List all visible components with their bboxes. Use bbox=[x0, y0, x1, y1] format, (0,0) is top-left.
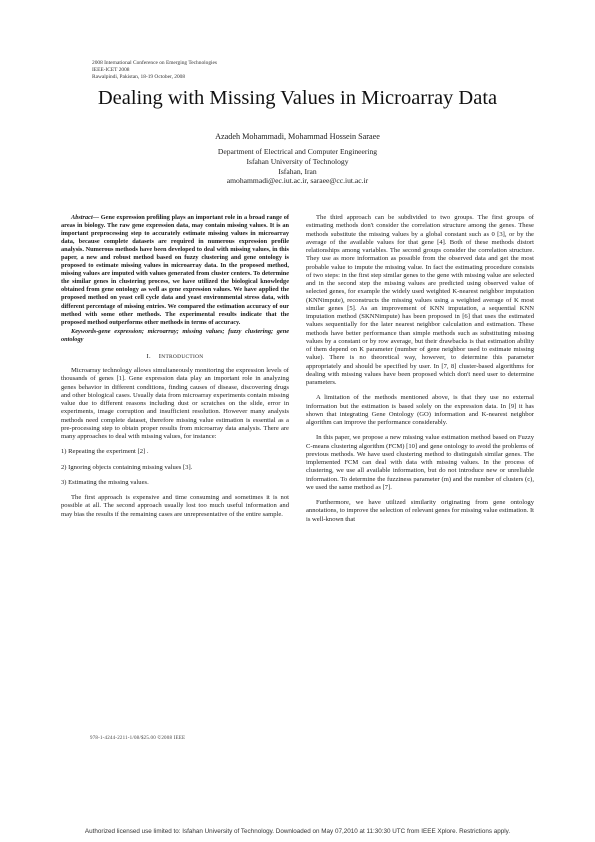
paper-authors: Azadeh Mohammadi, Mohammad Hossein Saraee bbox=[215, 132, 380, 141]
conference-header bbox=[92, 60, 352, 81]
affiliation-university: Isfahan University of Technology bbox=[246, 156, 349, 166]
author-affiliation bbox=[0, 147, 595, 186]
intro-paragraph-after-list: The first approach is expensive and time consuming and sometimes it is not possible at all. The second approach usually lost too much useful information and may bias the results if the remaining cases are unrepresentative of the entire sample. bbox=[61, 494, 289, 518]
keywords-label: Keywords- bbox=[71, 327, 99, 335]
affiliation-emails: amohammadi@ec.iut.ac.ir, saraee@cc.iut.ac.ir bbox=[226, 176, 369, 186]
left-column bbox=[61, 214, 289, 519]
body-paragraph: The third approach can be subdivided to two groups. The first groups of estimating methods don't consider the correlation structure among the genes. These methods substitute the missing values by a global constant such as 0 [3], or by the average of the available values for that gene [4]. Both of these methods distort relationships among variables. The second groups consider the correlation structure. They use as more information as possible from the observed data and get the most probable value to impute the missing value. In fact the estimating procedure consists of two steps: in the first step similar genes to the gene with missing value are selected and in the second step the missing values are predicted using observed value of selected genes, for example the widely used weighted K-nearest neighbor imputation (KNNimpute), reconstructs the missing values using a weighted average of K most similar genes [5]. As an improvement of KNN imputation, a sequential KNN imputation method (SKNNimpute) has been proposed in [6] that uses the estimated values sequentially for the later nearest neighbor calculation and estimation. These methods have better performance than simple methods such as substituting missing values by a constant or by row average, but their drawbacks is that estimation ability of them depend on K parameter (number of gene neighbor used to estimate missing value). There is no theoretical way, however, to determine this parameter appropriately and should be specified by user. In [7, 8] cluster-based algorithms for dealing with missing values have been proposed which don't need user to determine parameters. bbox=[306, 214, 534, 386]
abstract-text: Gene expression profiling plays an important role in a broad range of areas in biology. The raw gene expression data, may contain missing values. It is an important preprocessing step to accurately estimate missing values in microarray data, because complete datasets are required in numerous expression profile analysis. Numerous methods have been developed to deal with missing values, in this paper, a new and robust method based on fuzzy clustering and gene ontology is proposed to estimate missing values in microarray data. In the proposed method, missing values are imputed with values generated from cluster centers. To determine the similar genes in clustering process, we have utilized the biological knowledge obtained from gene ontology as well as gene expression values. We have applied the proposed method on yeast cell cycle data and yeast environmental stress data, with different percentage of missing entries. We compared the estimation accuracy of our method with some other methods. The experimental results indicate that the proposed method outperforms other methods in terms of accuracy. bbox=[61, 214, 289, 326]
list-item: 1) Repeating the experiment [2] . bbox=[61, 448, 149, 456]
right-column bbox=[306, 214, 534, 524]
paper-title: Dealing with Missing Values in Microarray Data bbox=[97, 87, 498, 109]
conference-location-date: Rawalpindi, Pakistan, 18-19 October, 2008 bbox=[92, 74, 186, 80]
affiliation-city: Isfahan, Iran bbox=[278, 166, 317, 176]
body-paragraph: A limitation of the methods mentioned above, is that they use no external information but the estimation is based solely on the expression data. In [9] it has shown that integrating Gene Ontology (GO) information and K-nearest neighbor algorithm can improve the performance considerably. bbox=[306, 394, 534, 426]
abstract-label: Abstract— bbox=[71, 214, 99, 221]
list-item: 2) Ignoring objects containing missing values [3]. bbox=[61, 463, 193, 471]
keywords-text: gene expression; microarray; missing values; fuzzy clustering; gene ontology bbox=[61, 327, 289, 343]
keywords bbox=[61, 328, 289, 344]
list-item: 3) Estimating the missing values. bbox=[61, 478, 149, 486]
abstract bbox=[61, 214, 289, 327]
body-paragraph: In this paper, we propose a new missing value estimation method based on Fuzzy C-means clustering algorithm (FCM) [10] and gene ontology to avoid the problems of previous methods. We have used clustering method to distinguish similar genes. The implemented FCM can deal with data with missing values. In the process of clustering, we use all available information, but do not introduce new or unreliable information. To determine the fuzziness parameter (m) and the number of clusters (c), we used the same method as [7]. bbox=[306, 434, 534, 491]
section-numeral: I. bbox=[146, 352, 151, 360]
affiliation-department: Department of Electrical and Computer Engineering bbox=[217, 147, 378, 156]
conference-acronym: IEEE-ICET 2008 bbox=[92, 67, 130, 73]
section-title-first-letter: I bbox=[158, 352, 162, 360]
copyright-notice: 978-1-4244-2211-1/08/$25.00 ©2008 IEEE bbox=[90, 736, 186, 741]
section-title-rest: NTRODUCTION bbox=[161, 353, 204, 360]
conference-name: 2008 International Conference on Emerging Technologies bbox=[92, 60, 218, 66]
section-heading-introduction bbox=[61, 353, 289, 361]
download-footer: Authorized licensed use limited to: Isfahan University of Technology. Downloaded on May 07,2010 at 11:30:30 UTC from IEEE Xplore. Restrictions apply. bbox=[84, 828, 511, 835]
intro-paragraph: Microarray technology allows simultaneously monitoring the expression levels of thousands of genes [1]. Gene expression data play an important role in analyzing genes behavior in different conditions, finding causes of disease, discovering drugs and other biological cases. Usually data from microarray experiments contain missing value due to different reasons including dust or scratches on the slide, error in experiments, image corruption and insufficient resolution. However many analysis methods need complete dataset, therefore missing value estimation is essential as a pre-processing step to obtain proper results from microarray data analysis. There are many approaches to deal with missing values, for instance: bbox=[61, 367, 289, 440]
body-paragraph: Furthermore, we have utilized similarity originating from gene ontology annotations, to improve the selection of relevant genes for missing value estimation. It is well-known that bbox=[306, 499, 534, 523]
